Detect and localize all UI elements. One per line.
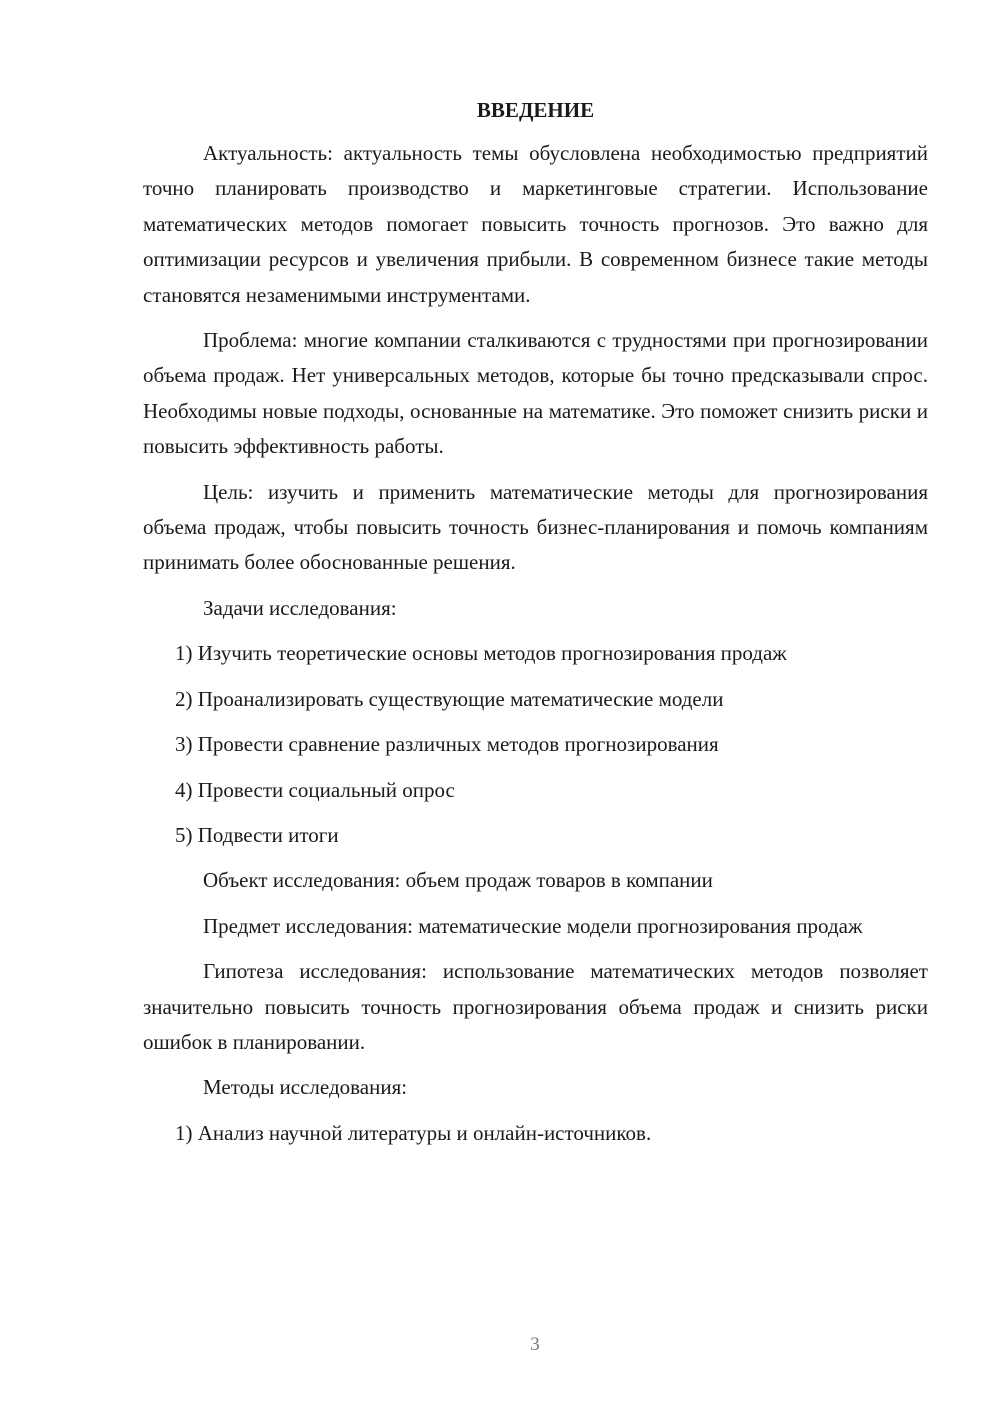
method-item-1: 1) Анализ научной литературы и онлайн-источников. xyxy=(175,1120,652,1145)
task-item-1: 1) Изучить теоретические основы методов прогнозирования продаж xyxy=(175,641,787,666)
page-content xyxy=(143,95,928,1161)
tasks-heading: Задачи исследования: xyxy=(203,595,397,620)
subject-paragraph: Предмет исследования: математические модели прогнозирования продаж xyxy=(203,913,863,938)
task-item-2: 2) Проанализировать существующие математические модели xyxy=(175,686,724,711)
task-item-5: 5) Подвести итоги xyxy=(175,822,339,847)
task-item-4: 4) Провести социальный опрос xyxy=(175,777,455,802)
hypothesis-paragraph: Гипотеза исследования: использование математических методов позволяет значительно повысить точность прогнозирования объема продаж и снизить риски ошибок в планировании. xyxy=(143,959,928,1054)
goal-paragraph: Цель: изучить и применить математические методы для прогнозирования объема продаж, чтобы повысить точность бизнес-планирования и помочь компаниям принимать более обоснованные решения. xyxy=(143,479,928,575)
task-item-3: 3) Провести сравнение различных методов прогнозирования xyxy=(175,732,719,757)
relevance-paragraph: Актуальность: актуальность темы обусловлена необходимостью предприятий точно планировать производство и маркетинговые стратегии. Использование математических методов помогает повысить точность прогнозов. Это важно для оптимизации ресурсов и увеличения прибыли. В современном бизнесе такие методы становятся незаменимыми инструментами. xyxy=(143,141,928,307)
object-statement: Объект исследования: объем продаж товаров в компании xyxy=(203,868,713,893)
methods-heading: Методы исследования: xyxy=(203,1075,408,1100)
page-number: 3 xyxy=(530,1334,540,1355)
problem-paragraph: Проблема: многие компании сталкиваются с трудностями при прогнозировании объема продаж. Нет универсальных методов, которые бы точно предсказывали спрос. Необходимы новые подходы, основанные на математике. Это поможет снизить риски и повысить эффективность работы. xyxy=(143,328,928,459)
page-title: ВВЕДЕНИЕ xyxy=(476,98,595,122)
